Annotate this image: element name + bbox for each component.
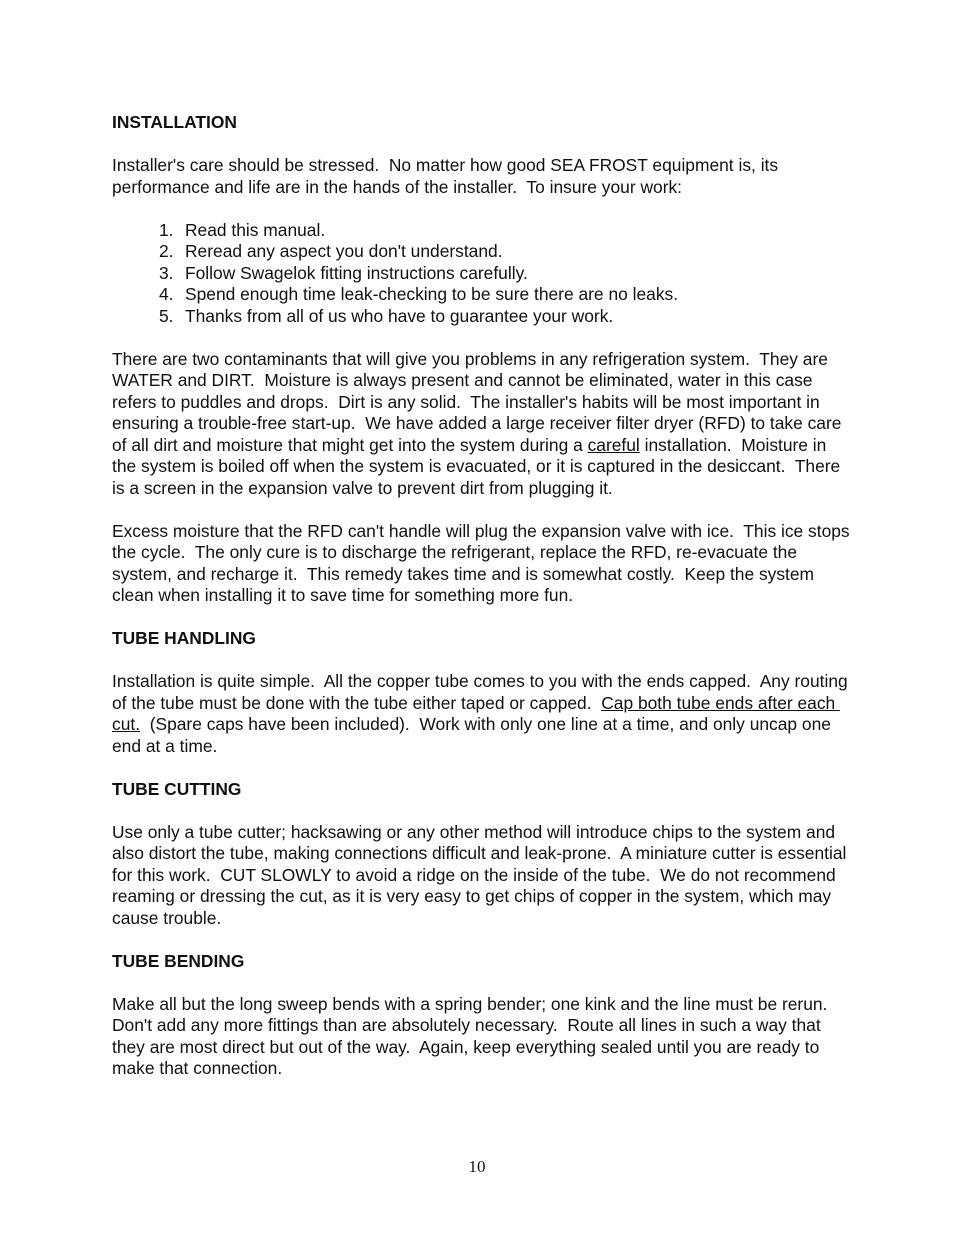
contaminants-paragraph — [112, 349, 852, 500]
installation-intro: Installer's care should be stressed. No matter how good SEA FROST equipment is, its performance and life are in the hands of the installer. To insure your work: — [112, 155, 783, 197]
list-text: Spend enough time leak-checking to be sure there are no leaks. — [185, 284, 679, 304]
heading-tube-handling: TUBE HANDLING — [112, 628, 256, 648]
contaminants-text-a: There are two contaminants that will give you problems in any refrigeration system. They are WATER and DIRT. Moisture is always present and cannot be eliminated, water in this case refers to puddles and drops. Dirt is any solid. The installer's habits will be most important in ensuring a trouble-free start-up. We have added a large receiver filter dryer (RFD) to take care of all dirt and moisture that might get into the system during a — [112, 348, 847, 455]
tube-bending-paragraph: Make all but the long sweep bends with a spring bender; one kink and the line must be rerun. Don't add any more fittings than are absolutely necessary. Route all lines in such a way that they are most direct but out of the way. Again, keep everything sealed until you are ready to make that connection. — [112, 993, 838, 1078]
list-number: 5. — [159, 305, 174, 326]
list-number: 2. — [159, 241, 174, 261]
heading-tube-bending: TUBE BENDING — [112, 950, 245, 971]
tube-handling-text-a: Installation is quite simple. All the copper tube comes to you with the ends capped. Any routing of the tube must be done with the tube either taped or capped. — [112, 671, 853, 713]
list-text: Thanks from all of us who have to guarantee your work. — [185, 305, 614, 326]
heading-installation: INSTALLATION — [112, 112, 237, 132]
list-number: 4. — [159, 284, 174, 304]
page-number: 10 — [468, 1157, 486, 1176]
list-item — [112, 306, 852, 328]
list-text: Read this manual. — [185, 219, 326, 240]
page-content — [112, 112, 855, 1080]
list-number: 1. — [159, 219, 174, 240]
list-item — [112, 241, 852, 263]
careful-underlined: careful — [587, 434, 640, 455]
tube-handling-text-b: (Spare caps have been included). Work with only one line at a time, and only uncap one end at a time. — [112, 714, 836, 756]
list-item — [112, 284, 852, 306]
tube-handling-paragraph — [112, 671, 852, 757]
tube-cutting-paragraph: Use only a tube cutter; hacksawing or any other method will introduce chips to the system and also distort the tube, making connections difficult and leak-prone. A miniature cutter is essential for this work. CUT SLOWLY to avoid a ridge on the inside of the tube. We do not recommend reaming or dressing the cut, as it is very easy to get chips of copper in the system, which may cause trouble. — [112, 821, 852, 928]
contaminants-text-b: installation. Moisture in the system is boiled off when the system is evacuated, or it is captured in the desiccant. There is a screen in the expansion valve to prevent dirt from plugging it. — [112, 434, 846, 498]
installation-steps — [112, 220, 852, 328]
heading-tube-cutting: TUBE CUTTING — [112, 778, 242, 799]
list-text: Follow Swagelok fitting instructions carefully. — [185, 262, 528, 283]
cap-both-underlined: Cap both tube ends after each cut. — [112, 692, 841, 734]
moisture-paragraph: Excess moisture that the RFD can't handle will plug the expansion valve with ice. This ice stops the cycle. The only cure is to discharge the refrigerant, replace the RFD, re-evacuate the system, and recharge it. This remedy takes time and is somewhat costly. Keep the system clean when installing it to save time for something more fun. — [112, 520, 855, 605]
list-text: Reread any aspect you don't understand. — [185, 241, 503, 261]
list-item — [112, 263, 852, 285]
list-item — [112, 220, 852, 242]
list-number: 3. — [159, 262, 174, 283]
